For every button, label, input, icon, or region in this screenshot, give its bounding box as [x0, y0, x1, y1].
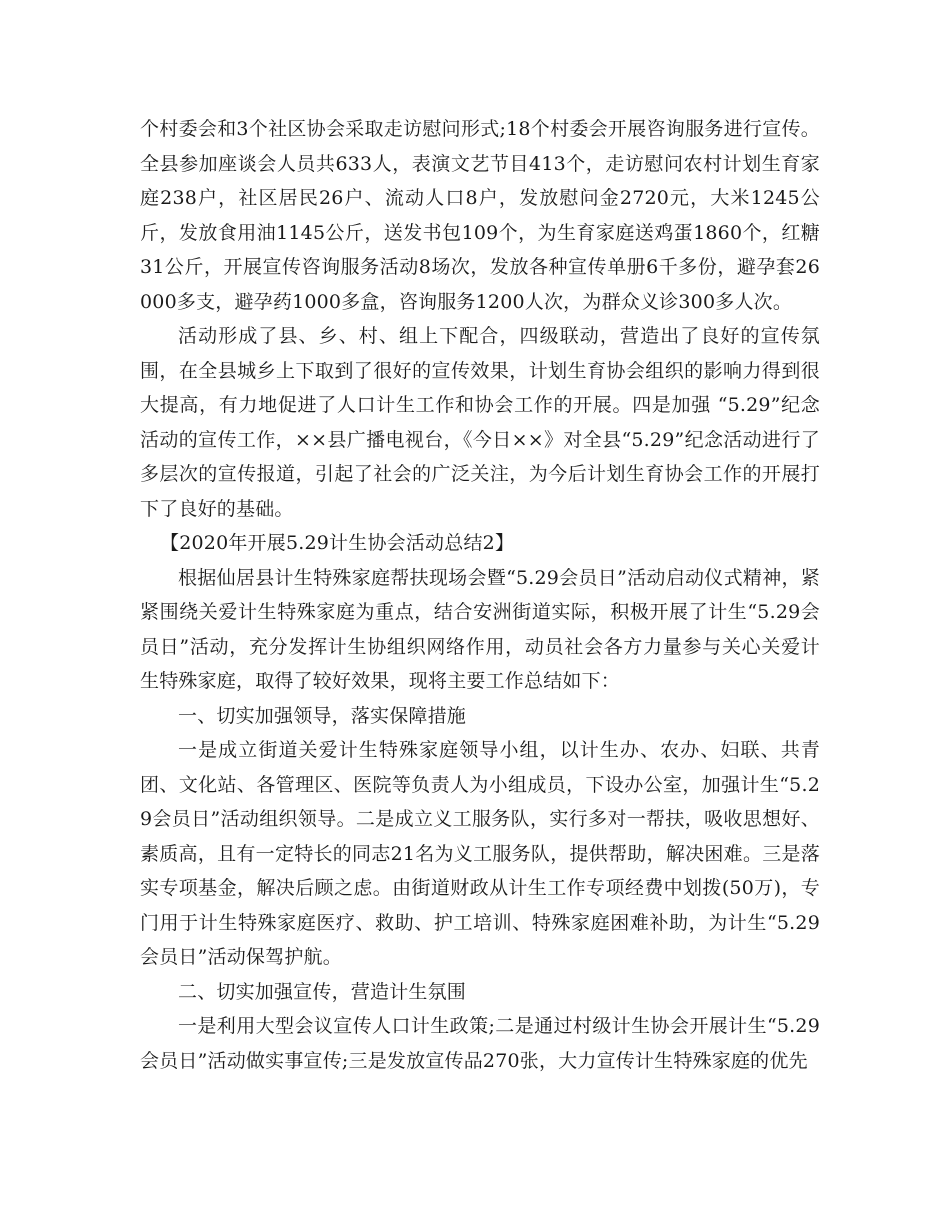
paragraph-statistics: 个村委会和3个社区协会采取走访慰问形式;18个村委会开展咨询服务进行宣传。全县参加座谈会人员共633人，表演文艺节目413个，走访慰问农村计划生育家庭238户，社区居民26户、流动人口8户，发放慰问金2720元，大米1245公斤，发放食用油1145公斤，送发书包109个，为生育家庭送鸡蛋1860个，红糖31公斤，开展宣传咨询服务活动8场次，发放各种宣传单册6千多份，避孕套26000多支，避孕药1000多盒，咨询服务1200人次，为群众义诊300多人次。 — [140, 118, 820, 313]
heading-leadership: 一、切实加强领导，落实保障措施 — [178, 704, 467, 727]
paragraph-activity-effect: 活动形成了县、乡、村、组上下配合，四级联动，营造出了良好的宣传氛围，在全县城乡上下取到了很好的宣传效果，计划生育协会组织的影响力得到很大提高，有力地促进了人口计生工作和协会工作的开展。四是加强 “5.29”纪念活动的宣传工作，××县广播电视台，《今日××》对全县“5.29”纪念活动进行了多层次的宣传报道，引起了社会的广泛关注，为今后计划生育协会工作的开展打下了良好的基础。 — [140, 325, 820, 520]
paragraph-introduction: 根据仙居县计生特殊家庭帮扶现场会暨“5.29会员日”活动启动仪式精神，紧紧围绕关爱计生特殊家庭为重点，结合安洲街道实际，积极开展了计生“5.29会员日”活动，充分发挥计生协组织网络作用，动员社会各方力量参与关心关爱计生特殊家庭，取得了较好效果，现将主要工作总结如下： — [140, 566, 820, 692]
section-title-summary-2: 【2020年开展5.29计生协会活动总结2】 — [160, 532, 515, 554]
paragraph-leadership: 一是成立街道关爱计生特殊家庭领导小组，以计生办、农办、妇联、共青团、文化站、各管理区、医院等负责人为小组成员，下设办公室，加强计生“5.29会员日”活动组织领导。二是成立义工服务队，实行多对一帮扶，吸收思想好、素质高，且有一定特长的同志21名为义工服务队，提供帮助，解决困难。三是落实专项基金，解决后顾之虑。由街道财政从计生工作专项经费中划拨(50万)，专门用于计生特殊家庭医疗、救助、护工培训、特殊家庭困难补助，为计生“5.29会员日”活动保驾护航。 — [140, 739, 820, 968]
document-body — [140, 112, 820, 1078]
heading-publicity: 二、切实加强宣传，营造计生氛围 — [178, 980, 467, 1003]
paragraph-publicity: 一是利用大型会议宣传人口计生政策;二是通过村级计生协会开展计生“5.29会员日”活动做实事宣传;三是发放宣传品270张，大力宣传计生特殊家庭的优先 — [140, 1015, 820, 1072]
